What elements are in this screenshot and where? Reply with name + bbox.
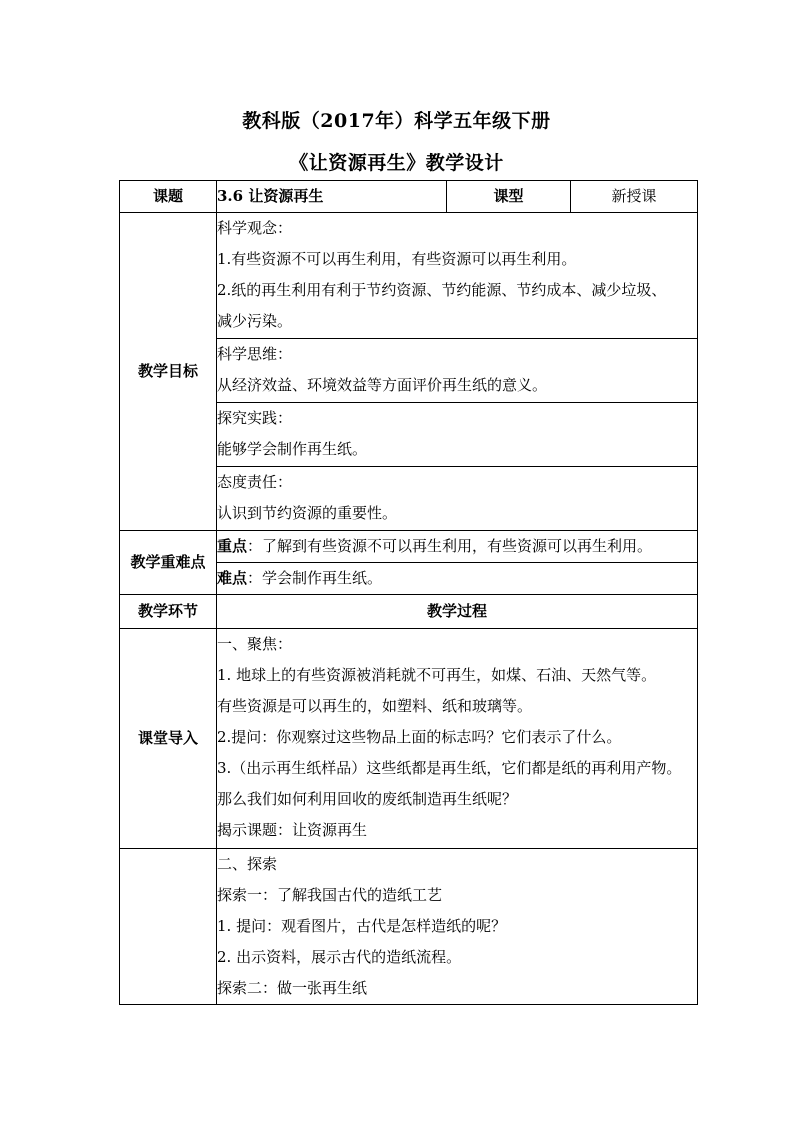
- table-row: [120, 531, 698, 563]
- intro-line: 一、聚焦：: [217, 635, 293, 653]
- intro-line: 2.提问：你观察过这些物品上面的标志吗？它们表示了什么。: [217, 728, 622, 746]
- goal-science-concept: [217, 213, 698, 339]
- intro-line: 那么我们如何利用回收的废纸制造再生纸呢？: [217, 790, 518, 808]
- goal-line: 能够学会制作再生纸。: [217, 440, 368, 458]
- intro-line: 3.（出示再生纸样品）这些纸都是再生纸，它们都是纸的再利用产物。: [217, 759, 682, 777]
- intro-line: 1. 地球上的有些资源被消耗就不可再生，如煤、石油、天然气等。: [217, 666, 657, 684]
- intro-line: 揭示课题：让资源再生: [217, 821, 368, 839]
- goal-science-thinking: [217, 339, 698, 403]
- table-row: [120, 629, 698, 849]
- goal-line: 1.有些资源不可以再生利用，有些资源可以再生利用。: [217, 250, 577, 268]
- goal-line: 减少污染。: [217, 312, 293, 330]
- intro-line: 有些资源是可以再生的，如塑料、纸和玻璃等。: [217, 697, 533, 715]
- table-row: [120, 595, 698, 629]
- goal-line: 从经济效益、环境效益等方面评价再生纸的意义。: [217, 376, 548, 394]
- document-subtitle: 《让资源再生》教学设计: [289, 152, 504, 174]
- document-title: 教科版（2017年）科学五年级下册: [242, 110, 551, 132]
- explore-line: 二、探索: [217, 855, 278, 873]
- difficult-point-text: ：学会制作再生纸。: [247, 569, 383, 587]
- label-lesson-type: 课型: [447, 181, 571, 213]
- goal-inquiry-practice: [217, 403, 698, 467]
- table-row: [120, 213, 698, 339]
- explore-content: [217, 849, 698, 1005]
- key-point: [217, 531, 698, 563]
- label-teaching-goals: 教学目标: [120, 213, 217, 531]
- difficult-point: [217, 563, 698, 595]
- goal-heading: 科学思维：: [217, 345, 293, 363]
- label-topic: 课题: [120, 181, 217, 213]
- goal-line: 认识到节约资源的重要性。: [217, 504, 398, 522]
- key-point-label: 重点: [217, 537, 248, 555]
- goal-heading: 态度责任：: [217, 473, 293, 491]
- lesson-type-value: 新授课: [571, 181, 698, 213]
- label-class-intro: 课堂导入: [120, 629, 217, 849]
- intro-content: [217, 629, 698, 849]
- goal-heading: 探究实践：: [217, 409, 293, 427]
- table-row: [120, 849, 698, 1005]
- goal-attitude: [217, 467, 698, 531]
- goal-heading: 科学观念：: [217, 219, 293, 237]
- table-row: [120, 181, 698, 213]
- explore-line: 1. 提问：观看图片，古代是怎样造纸的呢？: [217, 917, 507, 935]
- topic-value: 3.6 让资源再生: [217, 181, 447, 213]
- key-point-text: ：了解到有些资源不可以再生利用，有些资源可以再生利用。: [247, 537, 653, 555]
- explore-line: 探索一：了解我国古代的造纸工艺: [217, 886, 443, 904]
- label-key-difficult-points: 教学重难点: [120, 531, 217, 595]
- label-teaching-stage: 教学环节: [120, 595, 217, 629]
- lesson-plan-table: [119, 180, 698, 1005]
- label-teaching-process: 教学过程: [217, 595, 698, 629]
- label-explore-stage: [120, 849, 217, 1005]
- difficult-point-label: 难点: [217, 569, 248, 587]
- explore-line: 2. 出示资料，展示古代的造纸流程。: [217, 948, 462, 966]
- goal-line: 2.纸的再生利用有利于节约资源、节约能源、节约成本、减少垃圾、: [217, 281, 667, 299]
- explore-line: 探索二：做一张再生纸: [217, 979, 368, 997]
